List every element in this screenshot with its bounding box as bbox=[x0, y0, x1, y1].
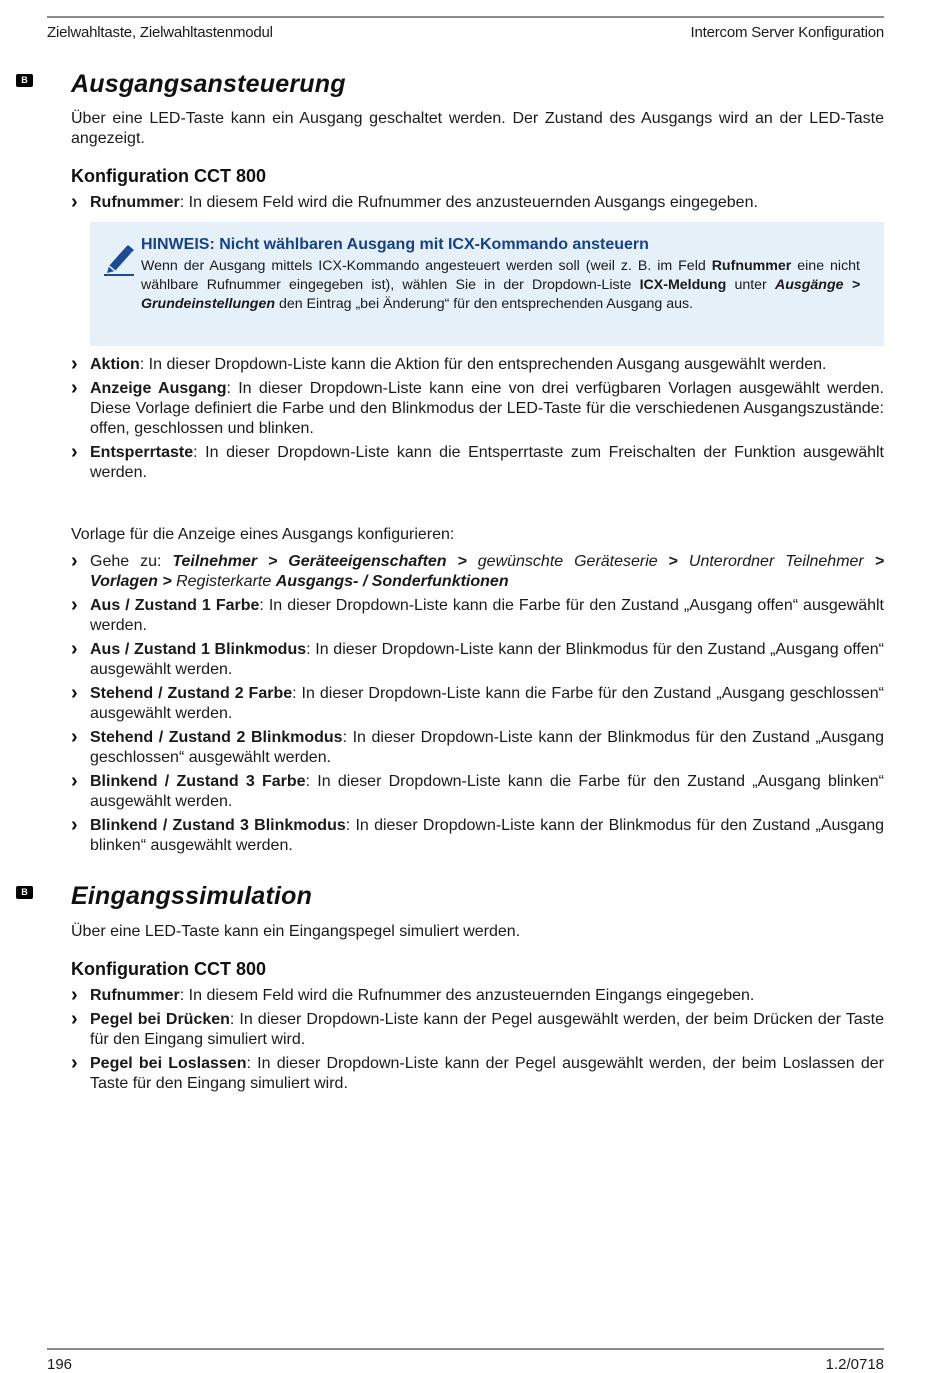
list-item bbox=[71, 193, 884, 213]
list-vorlage bbox=[71, 552, 884, 860]
list-eingang-optionen bbox=[71, 986, 884, 1098]
note-body bbox=[141, 257, 860, 314]
note-text: Wenn der Ausgang mittels ICX-Kommando angesteuert werden soll (weil z. B. im Feld bbox=[141, 258, 712, 274]
item-text: : In dieser Dropdown-Liste kann der Pegel ausgewählt werden, der beim Loslassen der Taste für den Eingang simuliert wird. bbox=[90, 1055, 884, 1092]
template-intro-wrapper bbox=[71, 525, 884, 545]
list-item bbox=[71, 772, 884, 812]
page-number: 196 bbox=[47, 1356, 73, 1373]
item-text: : In diesem Feld wird die Rufnummer des anzusteuernden Eingangs eingegeben. bbox=[179, 987, 755, 1004]
item-term: Pegel bei Loslassen bbox=[90, 1055, 247, 1072]
nav-path-part: Unterordner Teilnehmer bbox=[677, 553, 875, 570]
list-item bbox=[71, 1010, 884, 1050]
item-text: : In dieser Dropdown-Liste kann der Blinkmodus für den Zustand „Ausgang offen“ ausgewählt werden. bbox=[90, 641, 884, 678]
list-item bbox=[71, 443, 884, 483]
nav-path-part: Ausgangs- / Sonderfunktionen bbox=[275, 573, 509, 590]
item-text: : In diesem Feld wird die Rufnummer des anzusteuernden Ausgangs eingegeben. bbox=[179, 194, 758, 211]
item-term: Entsperrtaste bbox=[90, 444, 194, 461]
item-text: : In dieser Dropdown-Liste kann der Blinkmodus für den Zustand „Ausgang geschlossen“ ausgewählt werden. bbox=[90, 729, 884, 766]
list-item bbox=[71, 728, 884, 768]
item-term: Stehend / Zustand 2 Blinkmodus bbox=[90, 729, 343, 746]
nav-separator: > bbox=[668, 553, 678, 570]
header-chapter: Zielwahltaste, Zielwahltastenmodul bbox=[47, 24, 273, 41]
list-rufnummer bbox=[71, 193, 884, 217]
intro-paragraph: Über eine LED-Taste kann ein Eingangspegel simuliert werden. bbox=[71, 923, 521, 940]
item-term: Anzeige Ausgang bbox=[90, 380, 227, 397]
note-menu-path: Ausgänge > Grundeinstellungen bbox=[141, 277, 860, 312]
section-title: Ausgangsansteuerung bbox=[71, 70, 346, 98]
list-item bbox=[71, 986, 884, 1006]
item-text: : In dieser Dropdown-Liste kann die Entsperrtaste zum Freischalten der Funktion ausgewählt werden. bbox=[90, 444, 884, 481]
config-heading-wrapper bbox=[71, 166, 884, 187]
item-text: : In dieser Dropdown-Liste kann der Pegel ausgewählt werden, der beim Drücken der Taste für den Eingang simuliert wird. bbox=[90, 1011, 885, 1048]
item-term: Blinkend / Zustand 3 Farbe bbox=[90, 773, 306, 790]
list-item bbox=[71, 379, 884, 439]
list-item bbox=[71, 816, 884, 856]
item-text: : In dieser Dropdown-Liste kann eine von drei verfügbaren Vorlagen ausgewählt werden. Diese Vorlage definiert die Farbe und den Blinkmodus der LED-Taste für die verschiedenen Ausgangszustände: offen, geschlossen und blinken. bbox=[90, 380, 885, 437]
item-text: : In dieser Dropdown-Liste kann die Farbe für den Zustand „Ausgang offen“ ausgewählt werden. bbox=[90, 597, 884, 634]
nav-text: Gehe zu: bbox=[90, 553, 173, 570]
item-term: Aus / Zustand 1 Farbe bbox=[90, 597, 260, 614]
item-text: : In dieser Dropdown-Liste kann der Blinkmodus für den Zustand „Ausgang blinken“ ausgewählt werden. bbox=[90, 817, 885, 854]
nav-path-part: Registerkarte bbox=[171, 573, 276, 590]
header-document-title: Intercom Server Konfiguration bbox=[690, 24, 884, 41]
navigation-path bbox=[71, 552, 884, 592]
list-item bbox=[71, 596, 884, 636]
template-intro: Vorlage für die Anzeige eines Ausgangs konfigurieren: bbox=[71, 526, 455, 543]
item-text: : In dieser Dropdown-Liste kann die Farbe für den Zustand „Ausgang blinken“ ausgewählt werden. bbox=[90, 773, 884, 810]
item-term: Rufnummer bbox=[90, 194, 180, 211]
note-text: eine nicht wählbare Rufnummer eingegeben ist), wählen Sie in der Dropdown-Liste bbox=[141, 258, 860, 293]
section-eingangssimulation bbox=[71, 882, 884, 911]
config-heading: Konfiguration CCT 800 bbox=[71, 166, 267, 186]
note-box bbox=[90, 222, 884, 346]
item-term: Stehend / Zustand 2 Farbe bbox=[90, 685, 293, 702]
section-intro bbox=[71, 922, 884, 942]
item-term: Pegel bei Drücken bbox=[90, 1011, 230, 1028]
document-version: 1.2/0718 bbox=[825, 1356, 884, 1373]
note-field-icx-meldung: ICX-Meldung bbox=[639, 277, 727, 293]
item-text: : In dieser Dropdown-Liste kann die Farbe für den Zustand „Ausgang geschlossen“ ausgewählt werden. bbox=[90, 685, 885, 722]
margin-marker: B bbox=[16, 74, 33, 87]
page-header bbox=[47, 16, 884, 41]
item-term: Blinkend / Zustand 3 Blinkmodus bbox=[90, 817, 346, 834]
note-title: HINWEIS: Nicht wählbaren Ausgang mit ICX-Kommando ansteuern bbox=[141, 236, 649, 253]
item-text: : In dieser Dropdown-Liste kann die Aktion für den entsprechenden Ausgang ausgewählt werden. bbox=[139, 356, 827, 373]
section-intro bbox=[71, 109, 884, 149]
section-title: Eingangssimulation bbox=[71, 882, 313, 910]
nav-path-part: Teilnehmer > Geräteeigenschaften > bbox=[172, 553, 467, 570]
list-ausgang-optionen bbox=[71, 355, 884, 487]
note-field-rufnummer: Rufnummer bbox=[711, 258, 792, 274]
nav-path-part: gewünschte Geräteserie bbox=[466, 553, 669, 570]
intro-paragraph: Über eine LED-Taste kann ein Ausgang geschaltet werden. Der Zustand des Ausgangs wird an der LED-Taste angezeigt. bbox=[71, 110, 884, 147]
config-heading-wrapper bbox=[71, 959, 884, 980]
note-text: unter bbox=[726, 277, 775, 293]
item-term: Rufnummer bbox=[90, 987, 180, 1004]
section-ausgangsansteuerung bbox=[71, 70, 884, 99]
item-term: Aktion bbox=[90, 356, 140, 373]
config-heading: Konfiguration CCT 800 bbox=[71, 959, 267, 979]
page-footer bbox=[47, 1348, 884, 1373]
list-item bbox=[71, 640, 884, 680]
margin-marker: B bbox=[16, 886, 33, 899]
item-term: Aus / Zustand 1 Blinkmodus bbox=[90, 641, 307, 658]
pencil-icon bbox=[103, 242, 135, 276]
list-item bbox=[71, 355, 884, 375]
nav-path-part: > Vorlagen > bbox=[90, 553, 885, 590]
list-item bbox=[71, 684, 884, 724]
note-text: den Eintrag „bei Änderung“ für den entsprechenden Ausgang aus. bbox=[275, 296, 694, 312]
list-item bbox=[71, 1054, 884, 1094]
